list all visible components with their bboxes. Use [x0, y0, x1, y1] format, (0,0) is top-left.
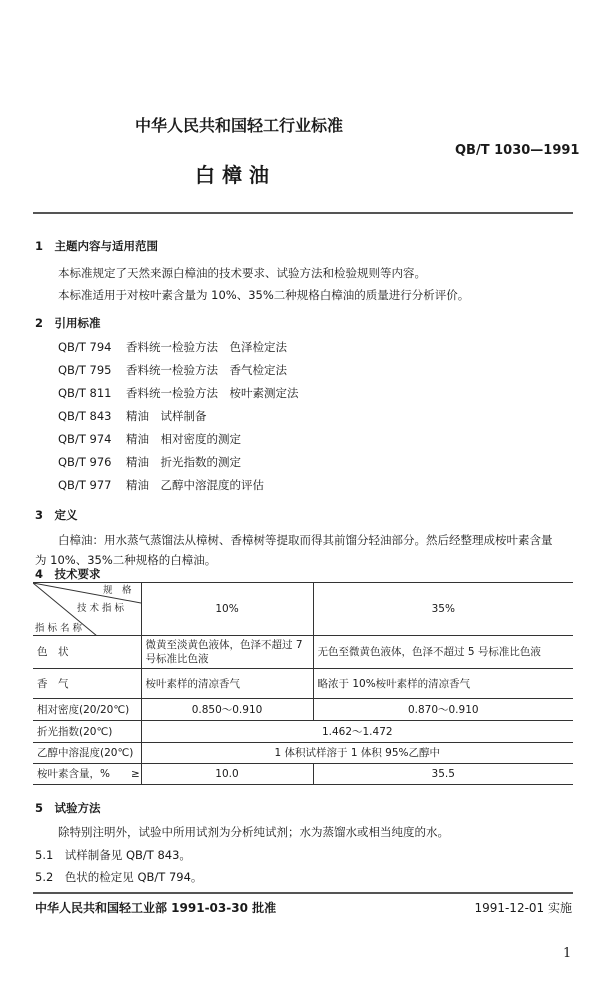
row-label: 香 气 — [33, 669, 141, 699]
technical-requirements-table — [33, 582, 573, 785]
corner-name: 指 标 名 称 — [35, 623, 83, 634]
reference-title: 香料统一检验方法 色泽检定法 — [126, 340, 287, 354]
column-header: 35% — [313, 583, 573, 636]
merged-value: 1 体积试样溶于 1 体积 95%乙醇中 — [141, 743, 573, 764]
reference-code: QB/T 976 — [58, 455, 112, 469]
reference-item — [58, 362, 287, 378]
row-label: 乙醇中溶混度(20℃) — [33, 743, 141, 764]
document-title: 白 樟 油 — [195, 163, 269, 187]
reference-title: 精油 折光指数的测定 — [126, 455, 241, 469]
corner-spec: 规 格 — [103, 585, 132, 596]
row-label: 色 状 — [33, 636, 141, 669]
reference-title: 香料统一检验方法 香气检定法 — [126, 363, 287, 377]
table-corner-cell — [33, 583, 141, 636]
value-35: 35.5 — [313, 764, 573, 785]
header-divider — [33, 212, 573, 214]
reference-item — [58, 431, 241, 447]
section-1-heading: 1 主题内容与适用范围 — [35, 239, 159, 253]
page-number: 1 — [563, 946, 572, 961]
table-row — [33, 743, 573, 764]
paragraph: 为 10%、35%二种规格的白樟油。 — [35, 553, 217, 567]
section-3-heading: 3 定义 — [35, 508, 78, 522]
value-35: 略浓于 10%桉叶素样的清凉香气 — [313, 669, 573, 699]
clause-5-2: 5.2 色状的检定见 QB/T 794。 — [35, 870, 203, 884]
paragraph: 白樟油：用水蒸气蒸馏法从樟树、香樟树等提取而得其前馏分轻油部分。然后经整理成桉叶素含量 — [58, 533, 553, 547]
reference-item — [58, 408, 207, 424]
footer-divider — [33, 892, 573, 894]
table-row — [33, 721, 573, 743]
approval-date: 中华人民共和国轻工业部 1991-03-30 批准 — [35, 901, 277, 915]
reference-title: 精油 相对密度的测定 — [126, 432, 241, 446]
table-row — [33, 764, 573, 785]
reference-code: QB/T 795 — [58, 363, 112, 377]
value-35: 0.870～0.910 — [313, 699, 573, 721]
paragraph: 除特别注明外，试验中所用试剂为分析纯试剂；水为蒸馏水或相当纯度的水。 — [58, 825, 449, 839]
value-10: 10.0 — [141, 764, 313, 785]
reference-code: QB/T 977 — [58, 478, 112, 492]
table-row — [33, 636, 573, 669]
reference-title: 精油 试样制备 — [126, 409, 207, 423]
section-4-heading: 4 技术要求 — [35, 567, 101, 581]
row-label: 桉叶素含量，% ≥ — [33, 764, 141, 785]
reference-code: QB/T 794 — [58, 340, 112, 354]
value-10: 桉叶素样的清凉香气 — [141, 669, 313, 699]
clause-5-1: 5.1 试样制备见 QB/T 843。 — [35, 848, 191, 862]
value-10: 0.850～0.910 — [141, 699, 313, 721]
section-2-heading: 2 引用标准 — [35, 316, 101, 330]
reference-code: QB/T 974 — [58, 432, 112, 446]
reference-title: 香料统一检验方法 桉叶素测定法 — [126, 386, 299, 400]
standard-code: QB/T 1030—1991 — [455, 143, 580, 158]
corner-tech: 技 术 指 标 — [77, 603, 125, 614]
value-10: 微黄至淡黄色液体，色泽不超过 7 号标准比色液 — [141, 636, 313, 669]
issuing-org: 中华人民共和国轻工行业标准 — [135, 116, 344, 135]
reference-item — [58, 339, 287, 355]
merged-value: 1.462～1.472 — [141, 721, 573, 743]
reference-item — [58, 454, 241, 470]
column-header: 10% — [141, 583, 313, 636]
paragraph: 本标准规定了天然来源白樟油的技术要求、试验方法和检验规则等内容。 — [58, 266, 426, 280]
effective-date: 1991-12-01 实施 — [474, 901, 572, 915]
row-label: 相对密度(20/20℃) — [33, 699, 141, 721]
section-5-heading: 5 试验方法 — [35, 801, 101, 815]
reference-title: 精油 乙醇中溶混度的评估 — [126, 478, 264, 492]
row-label: 折光指数(20℃) — [33, 721, 141, 743]
reference-item — [58, 477, 264, 493]
paragraph: 本标准适用于对桉叶素含量为 10%、35%二种规格白樟油的质量进行分析评价。 — [58, 288, 470, 302]
reference-code: QB/T 811 — [58, 386, 112, 400]
value-35: 无色至微黄色液体，色泽不超过 5 号标准比色液 — [313, 636, 573, 669]
table-row — [33, 669, 573, 699]
table-row — [33, 699, 573, 721]
reference-item — [58, 385, 299, 401]
reference-code: QB/T 843 — [58, 409, 112, 423]
